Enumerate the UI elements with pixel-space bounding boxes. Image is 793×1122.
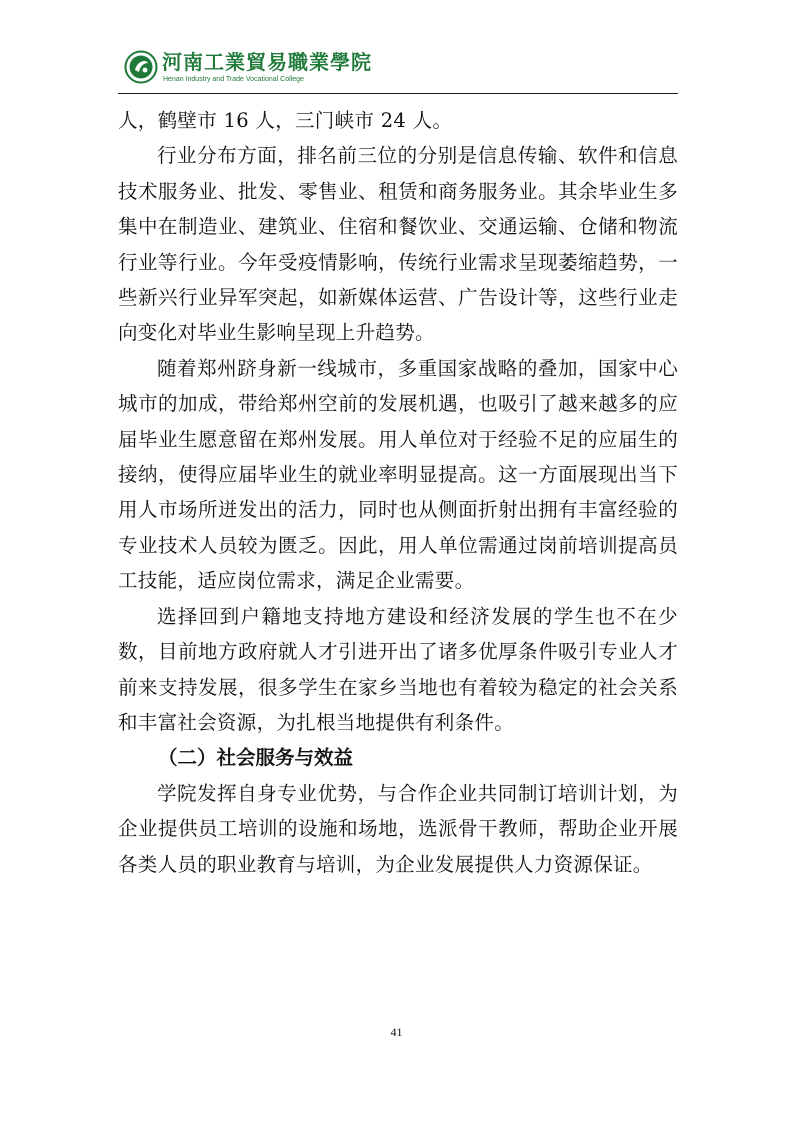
page-header xyxy=(118,48,678,94)
page-number: 41 xyxy=(390,1025,403,1039)
section-heading: （二）社会服务与效益 xyxy=(158,746,354,770)
paragraph-continued: 人，鹤壁市 16 人，三门峡市 24 人。 xyxy=(118,109,453,132)
school-name-en: Henan Industry and Trade Vocational College xyxy=(163,76,304,83)
paragraph-social-service: 学院发挥自身专业优势，与合作企业共同制订培训计划，为企业提供员工培训的设施和场地，选派骨干教师，帮助企业开展各类人员的职业教育与培训，为企业发展提供人力资源保证。 xyxy=(118,781,678,876)
document-body xyxy=(118,103,678,882)
school-name-cn: 河南工業貿易職業學院 xyxy=(162,50,372,74)
paragraph-industry-distribution: 行业分布方面，排名前三位的分别是信息传输、软件和信息技术服务业、批发、零售业、租赁和商务服务业。其余毕业生多集中在制造业、建筑业、住宿和餐饮业、交通运输、仓储和物流行业等行业。今年受疫情影响，传统行业需求呈现萎缩趋势，一些新兴行业异军突起，如新媒体运营、广告设计等，这些行业走向变化对毕业生影响呈现上升趋势。 xyxy=(118,144,678,345)
header-divider xyxy=(118,93,678,94)
paragraph-return-hometown: 选择回到户籍地支持地方建设和经济发展的学生也不在少数，目前地方政府就人才引进开出了诸多优厚条件吸引专业人才前来支持发展，很多学生在家乡当地也有着较为稳定的社会关系和丰富社会资源，为扎根当地提供有利条件。 xyxy=(118,604,678,734)
paragraph-zhengzhou-development: 随着郑州跻身新一线城市，多重国家战略的叠加，国家中心城市的加成，带给郑州空前的发展机遇，也吸引了越来越多的应届毕业生愿意留在郑州发展。用人单位对于经验不足的应届生的接纳，使得应届毕业生的就业率明显提高。这一方面展现出当下用人市场所迸发出的活力，同时也从侧面折射出拥有丰富经验的专业技术人员较为匮乏。因此，用人单位需通过岗前培训提高员工技能，适应岗位需求，满足企业需要。 xyxy=(118,356,678,593)
college-emblem-icon xyxy=(124,50,158,84)
